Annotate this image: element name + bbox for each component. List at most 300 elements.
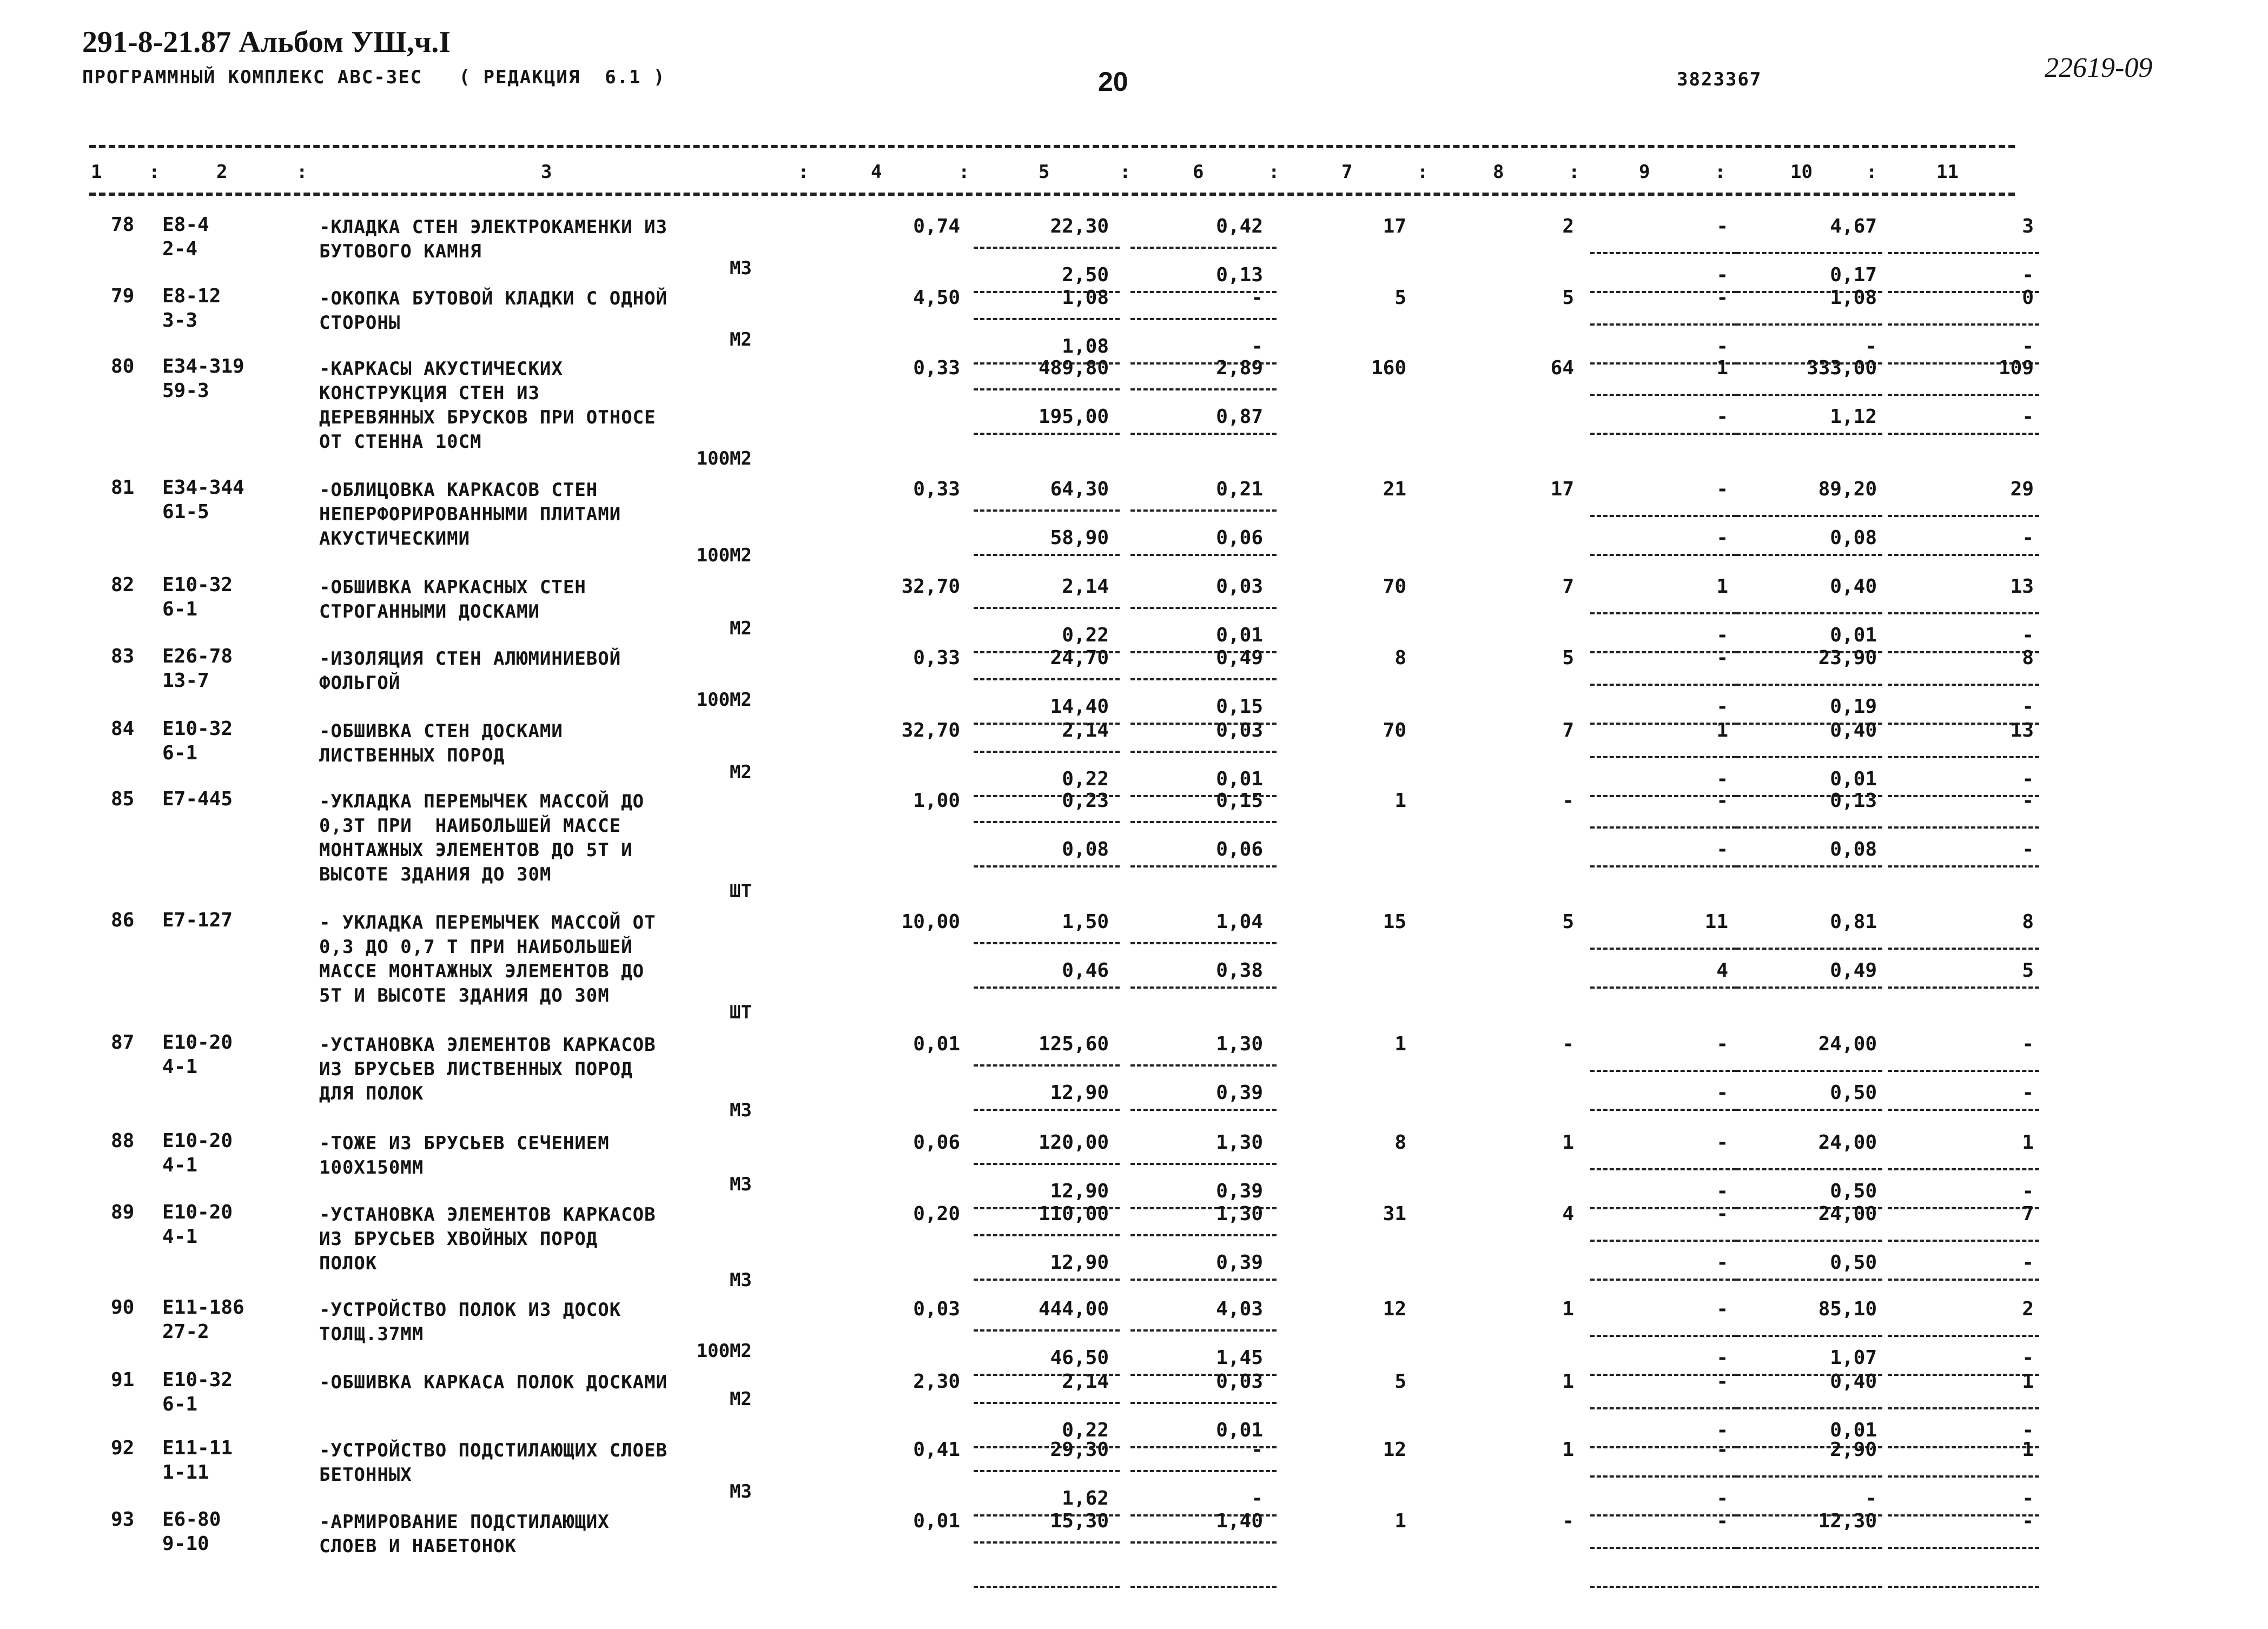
norm-code: Е10-20 xyxy=(162,1031,233,1054)
col9-sub: - xyxy=(1716,768,1728,790)
unit-label: М3 xyxy=(730,257,752,279)
labor-value: 1 xyxy=(1394,790,1406,812)
description-line: -КЛАДКА СТЕН ЭЛЕКТРОКАМЕНКИ ИЗ xyxy=(319,216,668,238)
qty-value: 0,41 xyxy=(913,1439,960,1461)
unit-label: М3 xyxy=(730,1269,752,1291)
col8-value: 1 xyxy=(1562,1370,1574,1393)
qty-value: 0,01 xyxy=(913,1033,960,1055)
cell-divider xyxy=(1736,1407,1882,1409)
cell-divider xyxy=(1736,1335,1882,1337)
qty-value: 2,30 xyxy=(913,1370,960,1393)
description-line: БУТОВОГО КАМНЯ xyxy=(319,241,482,262)
cell-divider xyxy=(1736,1279,1882,1281)
description-line: АКУСТИЧЕСКИМИ xyxy=(319,528,471,549)
labor-value: 160 xyxy=(1371,357,1406,379)
cell-divider xyxy=(1130,1470,1277,1472)
labor-value: 8 xyxy=(1394,647,1406,669)
col11-value: 1 xyxy=(2022,1370,2034,1393)
cost-total-sub: 14,40 xyxy=(1050,696,1109,718)
cell-divider xyxy=(1590,1070,1736,1072)
description-line: КОНСТРУКЦИЯ СТЕН ИЗ xyxy=(319,382,540,404)
col9-sub: - xyxy=(1716,1180,1728,1202)
cost-machine-sub: - xyxy=(1251,1487,1263,1509)
table-row xyxy=(0,1439,2268,1512)
col11-value: 13 xyxy=(2010,575,2034,598)
col10-sub: - xyxy=(1865,335,1877,357)
col10-sub: 0,50 xyxy=(1830,1082,1877,1104)
row-number: 85 xyxy=(111,788,135,810)
cell-divider xyxy=(974,821,1120,823)
description-line: МАССЕ МОНТАЖНЫХ ЭЛЕМЕНТОВ ДО xyxy=(319,961,645,982)
qty-value: 10,00 xyxy=(901,911,960,933)
cell-divider xyxy=(1888,948,2039,950)
cell-divider xyxy=(1130,607,1277,609)
col10-value: 24,00 xyxy=(1818,1033,1877,1055)
col11-sub: - xyxy=(2022,1419,2034,1441)
column-header: : xyxy=(1417,161,1429,183)
table-row xyxy=(0,575,2268,648)
cost-total: 2,14 xyxy=(1062,719,1109,741)
cost-total: 1,50 xyxy=(1062,911,1109,933)
cell-divider xyxy=(1590,433,1736,435)
page-number: 20 xyxy=(1098,67,1128,97)
col9-value: - xyxy=(1716,1298,1728,1320)
cell-divider xyxy=(1888,323,2039,326)
cost-total: 489,80 xyxy=(1038,357,1109,379)
cell-divider xyxy=(1590,826,1736,829)
cost-machine: 0,15 xyxy=(1216,790,1263,812)
work-description xyxy=(319,1033,656,1106)
col9-value: - xyxy=(1716,1370,1728,1393)
cost-total-sub: 0,08 xyxy=(1062,838,1109,860)
cell-divider xyxy=(1888,865,2039,868)
description-line: 5Т И ВЫСОТЕ ЗДАНИЯ ДО 30М xyxy=(319,985,610,1006)
table-row xyxy=(0,911,2268,1032)
unit-label: М3 xyxy=(730,1481,752,1502)
col10-sub: 0,01 xyxy=(1830,624,1877,646)
qty-value: 1,00 xyxy=(913,790,960,812)
column-header: 7 xyxy=(1341,161,1353,183)
cost-machine: 0,03 xyxy=(1216,719,1263,741)
col8-value: 5 xyxy=(1562,287,1574,309)
col10-value: 4,67 xyxy=(1830,215,1877,237)
cost-machine-sub: 1,45 xyxy=(1216,1347,1263,1369)
norm-subcode: 13-7 xyxy=(162,670,209,692)
col9-sub: - xyxy=(1716,1347,1728,1369)
norm-subcode: 1-11 xyxy=(162,1461,209,1484)
norm-code: Е10-20 xyxy=(162,1130,233,1152)
norm-code: Е10-32 xyxy=(162,574,233,596)
col10-sub: 1,12 xyxy=(1830,406,1877,428)
cell-divider xyxy=(1590,1279,1736,1281)
cost-machine-sub: 0,39 xyxy=(1216,1082,1263,1104)
column-header: 10 xyxy=(1790,161,1813,183)
cell-divider xyxy=(1130,1402,1277,1404)
table-row xyxy=(0,478,2268,575)
norm-code: Е6-80 xyxy=(162,1508,221,1531)
row-number: 82 xyxy=(111,574,135,596)
unit-label: М2 xyxy=(730,761,752,783)
description-line: СТРОГАННЫМИ ДОСКАМИ xyxy=(319,601,540,623)
cost-machine: 2,89 xyxy=(1216,357,1263,379)
cost-machine: 0,03 xyxy=(1216,575,1263,598)
cell-divider xyxy=(1736,323,1882,326)
cell-divider xyxy=(1590,1547,1736,1549)
norm-subcode: 4-1 xyxy=(162,1056,198,1078)
description-line: -ОБЛИЦОВКА КАРКАСОВ СТЕН xyxy=(319,479,598,501)
unit-label: 100М2 xyxy=(696,545,752,566)
cell-divider xyxy=(1590,612,1736,614)
description-line: -ОБШИВКА КАРКАСА ПОЛОК ДОСКАМИ xyxy=(319,1372,668,1393)
cell-divider xyxy=(1130,1586,1277,1588)
col9-value: - xyxy=(1716,647,1728,669)
cost-total: 22,30 xyxy=(1050,215,1109,237)
column-header: 6 xyxy=(1193,161,1204,183)
col9-value: - xyxy=(1716,1203,1728,1225)
col8-value: 5 xyxy=(1562,911,1574,933)
table-row xyxy=(0,1131,2268,1204)
norm-subcode: 2-4 xyxy=(162,238,198,260)
cell-divider xyxy=(974,1064,1120,1067)
cell-divider xyxy=(974,607,1120,609)
work-description xyxy=(319,357,656,454)
cell-divider xyxy=(1888,986,2039,989)
labor-value: 21 xyxy=(1383,478,1406,500)
description-line: СТОРОНЫ xyxy=(319,312,401,334)
cost-total: 64,30 xyxy=(1050,478,1109,500)
cost-machine: 4,03 xyxy=(1216,1298,1263,1320)
cost-machine: 1,30 xyxy=(1216,1131,1263,1154)
col8-value: 7 xyxy=(1562,719,1574,741)
cell-divider xyxy=(1590,684,1736,686)
cost-total-sub: 12,90 xyxy=(1050,1180,1109,1202)
description-line: -ОБШИВКА КАРКАСНЫХ СТЕН xyxy=(319,577,586,598)
description-line: ЛИСТВЕННЫХ ПОРОД xyxy=(319,745,505,766)
cell-divider xyxy=(1888,1407,2039,1409)
cell-divider xyxy=(1130,821,1277,823)
labor-value: 1 xyxy=(1394,1033,1406,1055)
cell-divider xyxy=(1130,1064,1277,1067)
cost-total-sub: 1,62 xyxy=(1062,1487,1109,1509)
row-number: 90 xyxy=(111,1296,135,1319)
col8-value: - xyxy=(1562,790,1574,812)
labor-value: 1 xyxy=(1394,1510,1406,1532)
table-row xyxy=(0,287,2268,360)
column-header: 11 xyxy=(1936,161,1959,183)
col11-sub: - xyxy=(2022,624,2034,646)
qty-value: 0,33 xyxy=(913,478,960,500)
col10-value: 24,00 xyxy=(1818,1203,1877,1225)
col10-value: 23,90 xyxy=(1818,647,1877,669)
description-line: -УСТРОЙСТВО ПОДСТИЛАЮЩИХ СЛОЕВ xyxy=(319,1440,668,1461)
cost-machine: 0,21 xyxy=(1216,478,1263,500)
description-line: МОНТАЖНЫХ ЭЛЕМЕНТОВ ДО 5Т И xyxy=(319,839,633,861)
cost-machine: - xyxy=(1251,1439,1263,1461)
norm-subcode: 6-1 xyxy=(162,598,198,620)
norm-code: Е11-186 xyxy=(162,1296,244,1319)
col11-value: - xyxy=(2022,1033,2034,1055)
labor-value: 12 xyxy=(1383,1298,1406,1320)
cost-machine-sub: 0,13 xyxy=(1216,264,1263,286)
cost-machine: 0,42 xyxy=(1216,215,1263,237)
cell-divider xyxy=(974,1402,1120,1404)
cell-divider xyxy=(1130,554,1277,556)
cost-total-sub: 195,00 xyxy=(1038,406,1109,428)
col9-value: - xyxy=(1716,1439,1728,1461)
col9-sub: - xyxy=(1716,624,1728,646)
col10-value: 12,30 xyxy=(1818,1510,1877,1532)
cell-divider xyxy=(974,509,1120,512)
col9-sub: - xyxy=(1716,696,1728,718)
work-description xyxy=(319,790,644,887)
row-number: 79 xyxy=(111,285,135,307)
cell-divider xyxy=(1590,1109,1736,1111)
col9-sub: - xyxy=(1716,406,1728,428)
description-line: -ТОЖЕ ИЗ БРУСЬЕВ СЕЧЕНИЕМ xyxy=(319,1133,610,1154)
cell-divider xyxy=(1888,612,2039,614)
cell-divider xyxy=(1736,865,1882,868)
description-line: -АРМИРОВАНИЕ ПОДСТИЛАЮЩИХ xyxy=(319,1511,610,1533)
table-row xyxy=(0,790,2268,911)
work-description xyxy=(319,575,586,624)
col11-value: 13 xyxy=(2010,719,2034,741)
cost-total: 125,60 xyxy=(1038,1033,1109,1055)
cost-machine-sub: - xyxy=(1251,335,1263,357)
col10-sub: 0,17 xyxy=(1830,264,1877,286)
labor-value: 15 xyxy=(1383,911,1406,933)
cost-total: 24,70 xyxy=(1050,647,1109,669)
column-header: 4 xyxy=(871,161,882,183)
col11-value: 8 xyxy=(2022,911,2034,933)
unit-label: 100М2 xyxy=(696,689,752,711)
cell-divider xyxy=(1590,1475,1736,1478)
cost-machine-sub: 0,39 xyxy=(1216,1180,1263,1202)
col8-value: 1 xyxy=(1562,1131,1574,1154)
column-header: 9 xyxy=(1639,161,1650,183)
column-header: : xyxy=(296,161,308,183)
description-line: -УКЛАДКА ПЕРЕМЫЧЕК МАССОЙ ДО xyxy=(319,791,645,812)
cell-divider xyxy=(1130,509,1277,512)
col11-sub: - xyxy=(2022,1347,2034,1369)
description-line: - УКЛАДКА ПЕРЕМЫЧЕК МАССОЙ ОТ xyxy=(319,912,656,933)
cost-total-sub: 46,50 xyxy=(1050,1347,1109,1369)
table-row xyxy=(0,357,2268,479)
cell-divider xyxy=(1590,865,1736,868)
cell-divider xyxy=(1888,252,2039,254)
labor-value: 17 xyxy=(1383,215,1406,237)
cost-total: 444,00 xyxy=(1038,1298,1109,1320)
work-description xyxy=(319,647,621,696)
col10-value: 0,81 xyxy=(1830,911,1877,933)
qty-value: 0,06 xyxy=(913,1131,960,1154)
cost-total-sub: 0,22 xyxy=(1062,624,1109,646)
col11-sub: - xyxy=(2022,1251,2034,1274)
description-line: -КАРКАСЫ АКУСТИЧЕСКИХ xyxy=(319,358,563,380)
col9-sub: - xyxy=(1716,1082,1728,1104)
col11-value: 1 xyxy=(2022,1131,2034,1154)
col11-sub: - xyxy=(2022,838,2034,860)
cell-divider xyxy=(1888,1240,2039,1242)
cell-divider xyxy=(974,986,1120,989)
cell-divider xyxy=(1736,1070,1882,1072)
col11-value: 7 xyxy=(2022,1203,2034,1225)
table-row xyxy=(0,1298,2268,1371)
norm-subcode: 4-1 xyxy=(162,1154,198,1176)
cost-total: 110,00 xyxy=(1038,1203,1109,1225)
col9-sub: - xyxy=(1716,1419,1728,1441)
row-number: 84 xyxy=(111,718,135,740)
col9-sub: - xyxy=(1716,264,1728,286)
col8-value: 5 xyxy=(1562,647,1574,669)
work-description xyxy=(319,1298,621,1347)
cell-divider xyxy=(1736,394,1882,396)
cost-total: 1,08 xyxy=(1062,287,1109,309)
column-header: 3 xyxy=(541,161,552,183)
cell-divider xyxy=(1130,942,1277,944)
qty-value: 32,70 xyxy=(901,719,960,741)
cell-divider xyxy=(1130,388,1277,390)
col10-value: 89,20 xyxy=(1818,478,1877,500)
col9-value: - xyxy=(1716,790,1728,812)
col11-value: 2 xyxy=(2022,1298,2034,1320)
cell-divider xyxy=(1130,1541,1277,1544)
row-number: 78 xyxy=(111,214,135,236)
cell-divider xyxy=(1736,1240,1882,1242)
work-description xyxy=(319,287,667,335)
cell-divider xyxy=(1130,751,1277,753)
cost-total-sub: 58,90 xyxy=(1050,527,1109,549)
cell-divider xyxy=(974,865,1120,868)
col8-value: 1 xyxy=(1562,1439,1574,1461)
col11-sub: - xyxy=(2022,264,2034,286)
cell-divider xyxy=(1736,252,1882,254)
norm-subcode: 61-5 xyxy=(162,501,209,523)
col11-value: 29 xyxy=(2010,478,2034,500)
col9-sub: - xyxy=(1716,527,1728,549)
labor-value: 12 xyxy=(1383,1439,1406,1461)
column-header: : xyxy=(1268,161,1280,183)
unit-label: 100М2 xyxy=(696,448,752,469)
col11-sub: - xyxy=(2022,406,2034,428)
norm-subcode: 9-10 xyxy=(162,1533,209,1555)
table-row xyxy=(0,215,2268,288)
norm-code: Е11-11 xyxy=(162,1437,233,1459)
col9-sub: - xyxy=(1716,335,1728,357)
col9-sub: 4 xyxy=(1716,959,1728,982)
column-header: 1 xyxy=(91,161,102,183)
col9-value: 1 xyxy=(1716,575,1728,598)
description-line: 100Х150ММ xyxy=(319,1157,424,1178)
description-line: -ОКОПКА БУТОВОЙ КЛАДКИ С ОДНОЙ xyxy=(319,288,668,309)
col9-value: 1 xyxy=(1716,357,1728,379)
norm-code: Е10-20 xyxy=(162,1201,233,1223)
col9-sub: - xyxy=(1716,1487,1728,1509)
norm-code: Е26-78 xyxy=(162,645,233,667)
labor-value: 70 xyxy=(1383,575,1406,598)
description-line: ИЗ БРУСЬЕВ ЛИСТВЕННЫХ ПОРОД xyxy=(319,1058,633,1080)
col11-value: 3 xyxy=(2022,215,2034,237)
cell-divider xyxy=(1130,678,1277,680)
labor-value: 8 xyxy=(1394,1131,1406,1154)
labor-value: 70 xyxy=(1383,719,1406,741)
cell-divider xyxy=(1590,1407,1736,1409)
cell-divider xyxy=(1888,515,2039,517)
qty-value: 0,01 xyxy=(913,1510,960,1532)
cell-divider xyxy=(1888,1168,2039,1170)
cell-divider xyxy=(1888,1547,2039,1549)
cost-total: 120,00 xyxy=(1038,1131,1109,1154)
cell-divider xyxy=(974,433,1120,435)
cell-divider xyxy=(974,1163,1120,1165)
cell-divider xyxy=(1736,826,1882,829)
column-header: : xyxy=(1120,161,1131,183)
sheet-code: 3823367 xyxy=(1677,69,1762,90)
unit-label: ШТ xyxy=(730,880,752,902)
cell-divider xyxy=(1736,684,1882,686)
row-number: 81 xyxy=(111,476,135,499)
cell-divider xyxy=(1590,986,1736,989)
cost-total: 15,30 xyxy=(1050,1510,1109,1532)
cell-divider xyxy=(1736,1109,1882,1111)
cell-divider xyxy=(1888,1109,2039,1111)
cell-divider xyxy=(1736,433,1882,435)
cell-divider xyxy=(1888,756,2039,758)
column-header: : xyxy=(1569,161,1580,183)
col10-value: 0,40 xyxy=(1830,1370,1877,1393)
table-top-rule xyxy=(89,145,2015,148)
cost-machine: 1,30 xyxy=(1216,1203,1263,1225)
unit-label: 100М2 xyxy=(696,1340,752,1362)
norm-code: Е34-344 xyxy=(162,476,244,499)
cell-divider xyxy=(1736,515,1882,517)
cell-divider xyxy=(1590,323,1736,326)
row-number: 86 xyxy=(111,909,135,931)
cost-machine: 0,03 xyxy=(1216,1370,1263,1393)
cost-total-sub: 2,50 xyxy=(1062,264,1109,286)
cost-total-sub: 0,22 xyxy=(1062,1419,1109,1441)
cell-divider xyxy=(1888,394,2039,396)
col10-value: 0,40 xyxy=(1830,719,1877,741)
table-row xyxy=(0,1203,2268,1300)
table-row xyxy=(0,1370,2268,1443)
col8-value: 2 xyxy=(1562,215,1574,237)
row-number: 91 xyxy=(111,1369,135,1391)
column-header: : xyxy=(149,161,160,183)
cell-divider xyxy=(1736,1586,1882,1588)
row-number: 92 xyxy=(111,1437,135,1459)
norm-code: Е10-32 xyxy=(162,718,233,740)
labor-value: 5 xyxy=(1394,287,1406,309)
cell-divider xyxy=(1736,612,1882,614)
cost-machine-sub: 0,01 xyxy=(1216,624,1263,646)
norm-subcode: 59-3 xyxy=(162,380,209,402)
table-row xyxy=(0,719,2268,792)
cell-divider xyxy=(974,1329,1120,1332)
row-number: 83 xyxy=(111,645,135,667)
cell-divider xyxy=(974,1109,1120,1111)
cost-machine: 1,40 xyxy=(1216,1510,1263,1532)
col11-value: - xyxy=(2022,1510,2034,1532)
cell-divider xyxy=(1590,948,1736,950)
norm-subcode: 6-1 xyxy=(162,1393,198,1415)
handwritten-code: 22619-09 xyxy=(2045,52,2153,83)
col8-value: 1 xyxy=(1562,1298,1574,1320)
labor-value: 5 xyxy=(1394,1370,1406,1393)
column-header: 5 xyxy=(1039,161,1050,183)
cell-divider xyxy=(1888,1335,2039,1337)
col9-value: - xyxy=(1716,478,1728,500)
column-header: 8 xyxy=(1493,161,1504,183)
